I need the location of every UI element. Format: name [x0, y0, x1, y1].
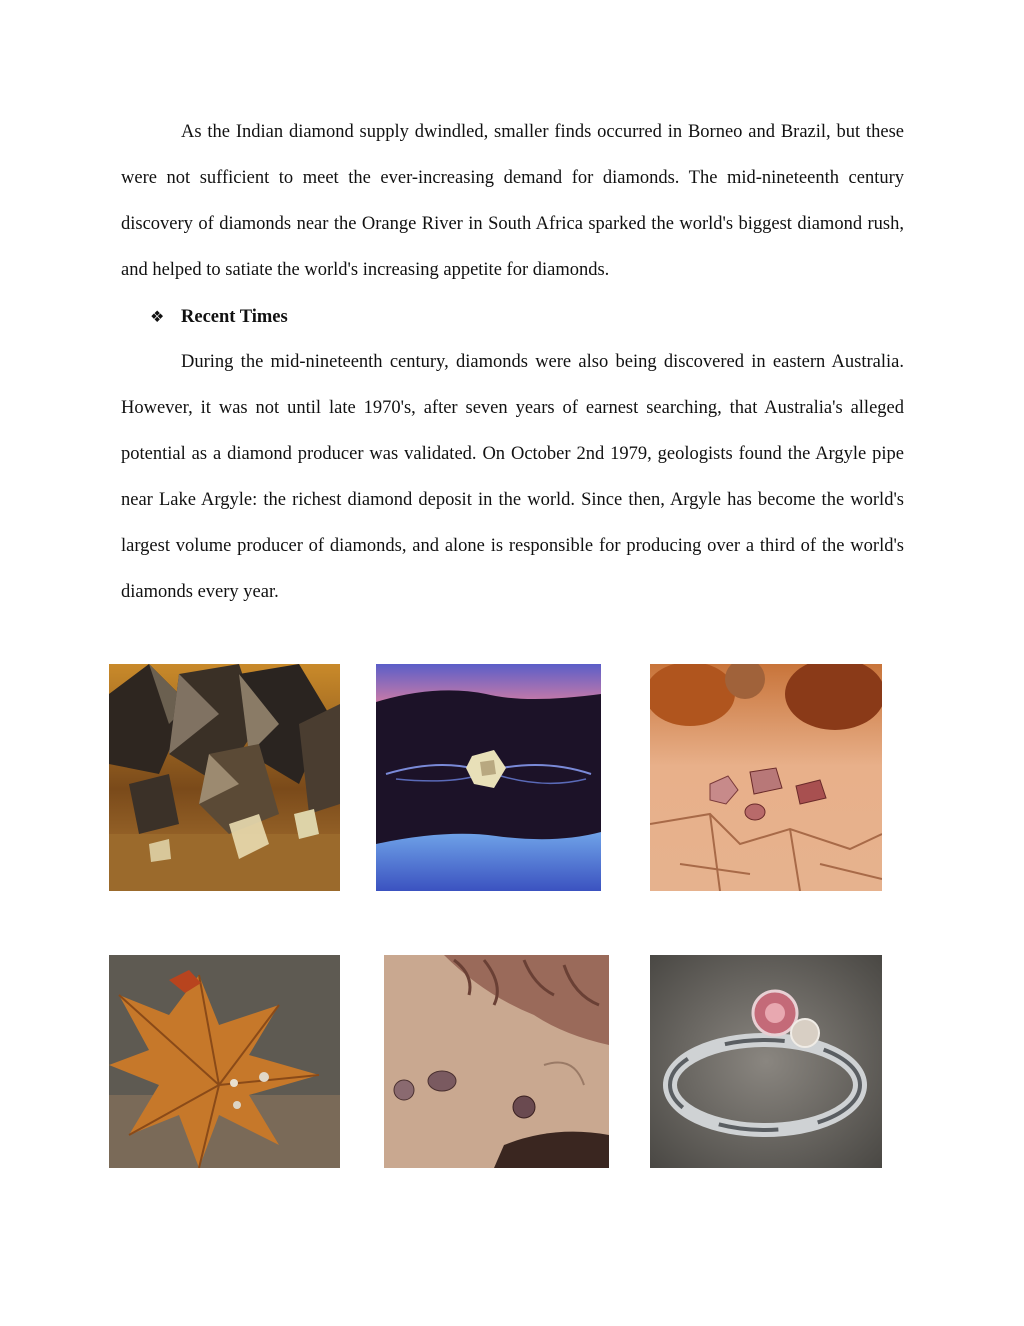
photo-diamond-in-rock — [376, 664, 601, 891]
paragraph-recent-times: During the mid-nineteenth century, diamonds were also being discovered in eastern Australia. However, it was not until late 1970's, after seven years of earnest searching, that Australia's alleged potential as a diamond producer was validated. On October 2nd 1979, geologists found the Argyle pipe near Lake Argyle: the richest diamond deposit in the world. Since then, Argyle has become the world's largest volume producer of diamonds, and alone is responsible for producing over a third of the world's diamonds every year. — [121, 352, 904, 602]
paragraph-indian-supply: As the Indian diamond supply dwindled, smaller finds occurred in Borneo and Brazil, but these were not sufficient to meet the ever-increasing demand for diamonds. The mid-nineteenth century discovery of diamonds near the Orange River in South Africa sparked the world's biggest diamond rush, and helped to satiate the world's increasing appetite for diamonds. — [121, 122, 904, 280]
section-heading-recent-times — [150, 294, 288, 340]
photo-rough-diamonds — [109, 664, 340, 891]
photo-pink-diamonds-cracked-earth — [650, 664, 882, 891]
photo-diamonds-on-sand — [384, 955, 609, 1168]
photo-diamond-ring — [650, 955, 882, 1168]
section-heading-label: Recent Times — [181, 306, 288, 327]
photo-leaf-with-diamonds — [109, 955, 340, 1168]
diamond-bullet-icon: ❖ — [150, 309, 165, 326]
